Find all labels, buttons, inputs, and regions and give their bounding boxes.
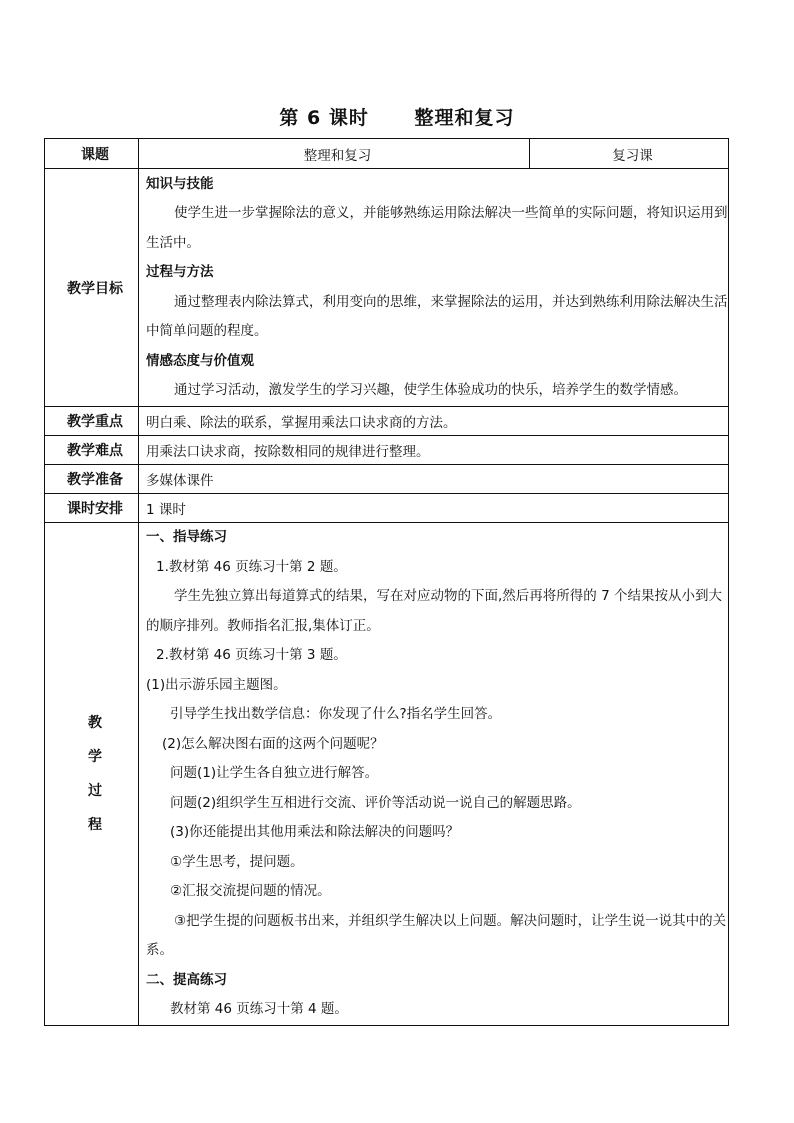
topic-label: 课题: [45, 139, 139, 169]
page-title: 第 6 课时 整理和复习: [279, 107, 515, 129]
objectives-content: [139, 169, 729, 407]
section1-heading: 一、指导练习: [146, 529, 227, 545]
lesson-type: 复习课: [530, 139, 729, 169]
row-process: [45, 523, 729, 1026]
knowledge-heading: 知识与技能: [146, 175, 214, 192]
step-3: (3)你还能提出其他用乘法和除法解决的问题吗？: [170, 824, 460, 840]
row-objectives: [45, 169, 729, 407]
preparation-text: 多媒体课件: [139, 465, 729, 494]
process-label-char: 过: [88, 782, 102, 799]
row-preparation: [45, 465, 729, 494]
process-label-char: 程: [88, 816, 102, 833]
preparation-label: 教学准备: [45, 465, 139, 494]
exercise-item-2: 2.教材第 46 页练习十第 3 题。: [156, 647, 347, 663]
row-topic: [45, 139, 729, 169]
step-1: (1)出示游乐园主题图。: [146, 676, 287, 693]
step-3-a: ①学生思考，提问题。: [170, 853, 304, 870]
section2-heading: 二、提高练习: [146, 971, 227, 988]
difficulty-label: 教学难点: [45, 436, 139, 465]
knowledge-text: 使学生进一步掌握除法的意义，并能够熟练运用除法解决一些简单的实际问题，将知识运用到生活中。: [146, 205, 728, 251]
row-schedule: [45, 494, 729, 523]
process-label-char: 学: [88, 748, 102, 765]
step-1-text: 引导学生找出数学信息：你发现了什么?指名学生回答。: [170, 706, 502, 722]
practice-item: 教材第 46 页练习十第 4 题。: [170, 1001, 348, 1017]
exercise-item-1: 1.教材第 46 页练习十第 2 题。: [156, 558, 347, 575]
step-3-c: ③把学生提的问题板书出来，并组织学生解决以上问题。解决问题时，让学生说一说其中的关系。: [146, 912, 727, 958]
exercise-item-1-text: 学生先独立算出每道算式的结果，写在对应动物的下面,然后再将所得的 7 个结果按从小到大的顺序排列。教师指名汇报,集体订正。: [146, 588, 722, 634]
key-point-text: 明白乘、除法的联系，掌握用乘法口诀求商的方法。: [139, 407, 729, 436]
step-2-q2: 问题(2)组织学生互相进行交流、评价等活动说一说自己的解题思路。: [170, 794, 581, 811]
process-label: [45, 523, 139, 1026]
process-label-char: 教: [88, 714, 102, 731]
schedule-label: 课时安排: [45, 494, 139, 523]
key-point-label: 教学重点: [45, 407, 139, 436]
lesson-plan-table: [44, 138, 729, 1026]
process-content: [139, 523, 729, 1026]
emotion-text: 通过学习活动，激发学生的学习兴趣，使学生体验成功的快乐，培养学生的数学情感。: [174, 382, 687, 398]
process-text: 通过整理表内除法算式，利用变向的思维，来掌握除法的运用，并达到熟练利用除法解决生活中简单问题的程度。: [146, 293, 728, 339]
step-2-q1: 问题(1)让学生各自独立进行解答。: [170, 765, 379, 781]
step-2: (2)怎么解决图右面的这两个问题呢？: [162, 735, 384, 752]
schedule-text: 1 课时: [139, 494, 729, 523]
topic-value: 整理和复习: [139, 139, 530, 169]
step-3-b: ②汇报交流提问题的情况。: [170, 883, 331, 899]
emotion-heading: 情感态度与价值观: [146, 352, 254, 369]
objectives-label: 教学目标: [45, 169, 139, 407]
row-difficulty: [45, 436, 729, 465]
row-key-point: [45, 407, 729, 436]
difficulty-text: 用乘法口诀求商，按除数相同的规律进行整理。: [139, 436, 729, 465]
process-heading: 过程与方法: [146, 264, 214, 280]
